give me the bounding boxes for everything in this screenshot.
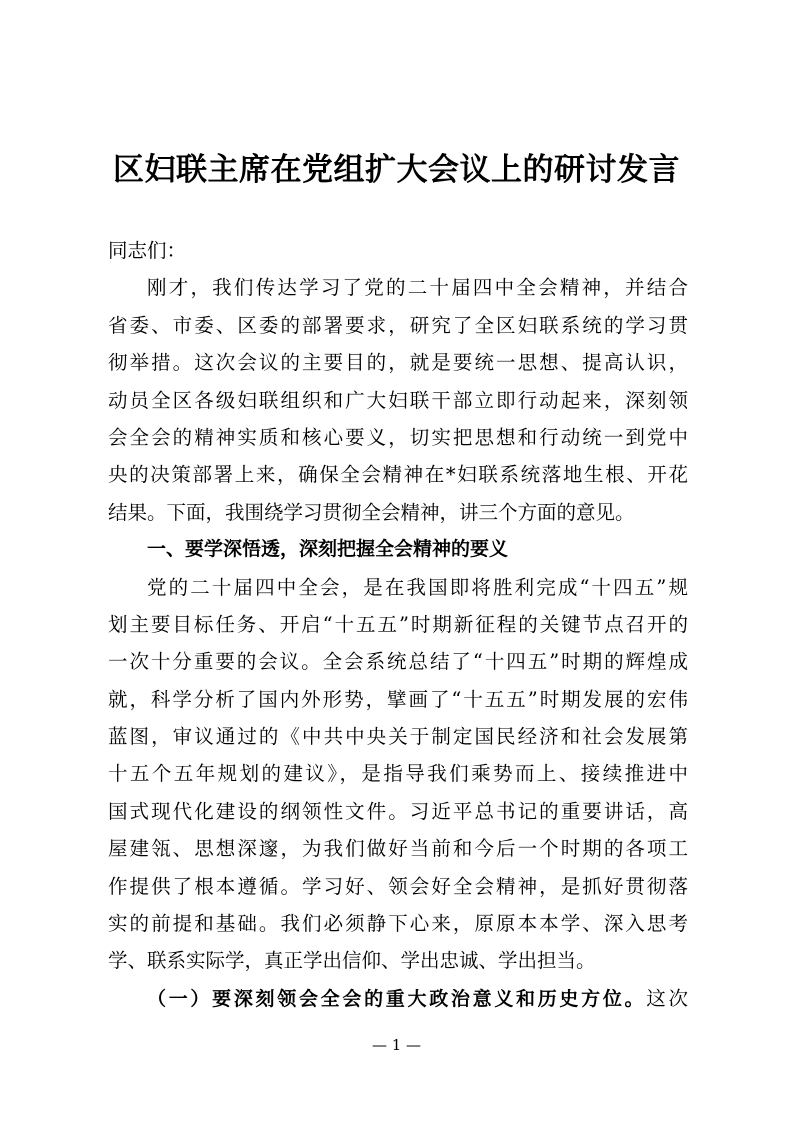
paragraph-line: 划主要目标任务、开启“十五五”时期新征程的关键节点召开的	[108, 612, 688, 636]
paragraph-line: 央的决策部署上来，确保全会精神在*妇联系统落地生根、开花	[108, 463, 688, 487]
paragraph-line: 实的前提和基础。我们必须静下心来，原原本本学、深入思考	[108, 912, 688, 936]
paragraph-line: 国式现代化建设的纲领性文件。习近平总书记的重要讲话，高	[108, 799, 688, 823]
paragraph-line: 省委、市委、区委的部署要求，研究了全区妇联系统的学习贯	[108, 313, 688, 337]
paragraph-line: 彻举措。这次会议的主要目的，就是要统一思想、提高认识，	[108, 351, 688, 375]
paragraph-line: 蓝图，审议通过的《中共中央关于制定国民经济和社会发展第	[108, 725, 688, 749]
paragraph-line: 就，科学分析了国内外形势，擘画了“十五五”时期发展的宏伟	[108, 687, 688, 711]
section-heading: 一、要学深悟透，深刻把握全会精神的要义	[147, 538, 509, 561]
paragraph-line: 屋建瓴、思想深邃，为我们做好当前和今后一个时期的各项工	[108, 837, 688, 861]
paragraph-line: 党的二十届四中全会，是在我国即将胜利完成“十四五”规	[147, 575, 688, 599]
paragraph-line: 学、联系实际学，真正学出信仰、学出忠诚、学出担当。	[108, 949, 596, 973]
subheading-line	[108, 980, 688, 1017]
paragraph-line: 十五个五年规划的建议》，是指导我们乘势而上、接续推进中	[108, 762, 688, 786]
subsection-heading: （一）要深刻领会全会的重大政治意义和历史方位。	[147, 987, 647, 1010]
page-number: — 1 —	[371, 1036, 422, 1054]
paragraph-line: 结果。下面，我围绕学习贯彻全会精神，讲三个方面的意见。	[108, 500, 635, 524]
salutation: 同志们：	[108, 239, 187, 262]
paragraph-line: 动员全区各级妇联组织和广大妇联干部立即行动起来，深刻领	[108, 388, 688, 412]
document-body	[108, 232, 688, 1017]
paragraph-line: 会全会的精神实质和核心要义，切实把思想和行动统一到党中	[108, 425, 688, 449]
subsection-continuation: 这次	[646, 986, 688, 1010]
paragraph-line: 作提供了根本遵循。学习好、领会好全会精神，是抓好贯彻落	[108, 874, 688, 898]
paragraph-line: 刚才，我们传达学习了党的二十届四中全会精神，并结合	[147, 276, 688, 300]
paragraph-line: 一次十分重要的会议。全会系统总结了“十四五”时期的辉煌成	[108, 650, 688, 674]
document-title: 区妇联主席在党组扩大会议上的研讨发言	[113, 152, 680, 188]
